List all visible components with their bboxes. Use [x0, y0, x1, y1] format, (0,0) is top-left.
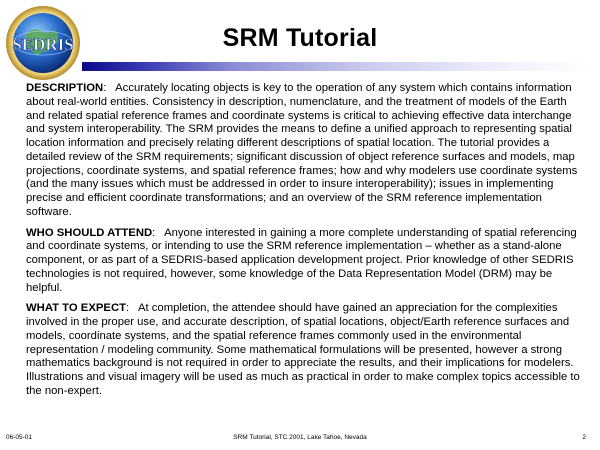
- section-text: At completion, the attendee should have gained an appreciation for the complexities involved in the proper use, and accurate description, of spatial locations, object/Earth reference surfaces and models, coordinate systems, and the spatial reference frames commonly used in the environmental representation / modeling community. Some mathematical formulations will be presented, however a strong mathematics background is not required in order to appreciate the results, and their implications for modelers. Illustrations and visual imagery will be used as much as practical in order to make complex topics accessible to the non-expert.: [26, 302, 580, 397]
- page-title: SRM Tutorial: [222, 24, 378, 52]
- section-who-should-attend: WHO SHOULD ATTEND: Anyone interested in gaining a more complete understanding of spatial referencing and coordinate systems, or intending to use the SRM reference implementation – whether as a stand-alone component, or as part of a SEDRIS-based application development project. Prior knowledge of other SEDRIS technologies is not required, however, some knowledge of the Data Representation Model (DRM) may be helpful.: [26, 226, 577, 294]
- section-heading: DESCRIPTION: [26, 82, 104, 94]
- footer-page-number: 2: [582, 434, 586, 441]
- title-divider: [82, 62, 592, 71]
- content-body: [26, 82, 584, 406]
- logo-text: SEDRIS: [12, 35, 74, 54]
- section-description: DESCRIPTION: Accurately locating objects is key to the operation of any system which contains information about real-world entities. Consistency in description, numenclature, and the treatment of models of the Earth and related spatial reference frames and coordinate systems is critical to achieving effective data interchange and system interoperability. The SRM provides the means to define a unified approach to representing spatial location information and precisely relating different descriptions of spatial location. The tutorial provides a detailed review of the SRM requirements; significant discussion of object reference surfaces and models, map projections, coordinate systems, and spatial reference frames; how and why modelers use coordinate systems (and the many issues which must be addressed in order to insure interoperability); issues in implementing precise and efficient coordinate transformations; and an overview of the SRM reference implementation software.: [26, 82, 578, 218]
- section-text: Accurately locating objects is key to the operation of any system which contains information about real-world entities. Consistency in description, numenclature, and the treatment of models of the Earth and related spatial reference frames and coordinate systems is critical to achieving effective data interchange and system interoperability. The SRM provides the means to define a unified approach to representing spatial location information and precisely relating different descriptions of spatial location. The tutorial provides a detailed review of the SRM requirements; significant discussion of object reference surfaces and models, map projections, coordinate systems, and spatial reference frames; how and why modelers use coordinate systems (and the many issues which must be addressed in order to insure interoperability); issues in implementing precise and efficient coordinate transformations; and an overview of the SRM reference implementation software.: [26, 82, 578, 218]
- section-text: Anyone interested in gaining a more complete understanding of spatial referencing and coordinate systems, or intending to use the SRM reference implementation – whether as a stand-alone component, or as part of a SEDRIS-based application development project. Prior knowledge of other SEDRIS technologies is not required, however, some knowledge of the Data Representation Model (DRM) may be helpful.: [26, 226, 577, 294]
- footer-event: SRM Tutorial, STC 2001, Lake Tahoe, Nevada: [233, 434, 367, 441]
- section-what-to-expect: WHAT TO EXPECT: At completion, the attendee should have gained an appreciation for the complexities involved in the proper use, and accurate description, of spatial locations, object/Earth reference surfaces and models, coordinate systems, and the spatial reference frames commonly used in the environmental representation / modeling community. Some mathematical formulations will be presented, however a strong mathematics background is not required in order to appreciate the results, and their implications for modelers. Illustrations and visual imagery will be used as much as practical in order to make complex topics accessible to the non-expert.: [26, 302, 580, 397]
- footer-date: 06-05-01: [6, 434, 33, 441]
- section-heading: WHO SHOULD ATTEND: [26, 226, 153, 239]
- section-heading: WHAT TO EXPECT: [26, 302, 127, 315]
